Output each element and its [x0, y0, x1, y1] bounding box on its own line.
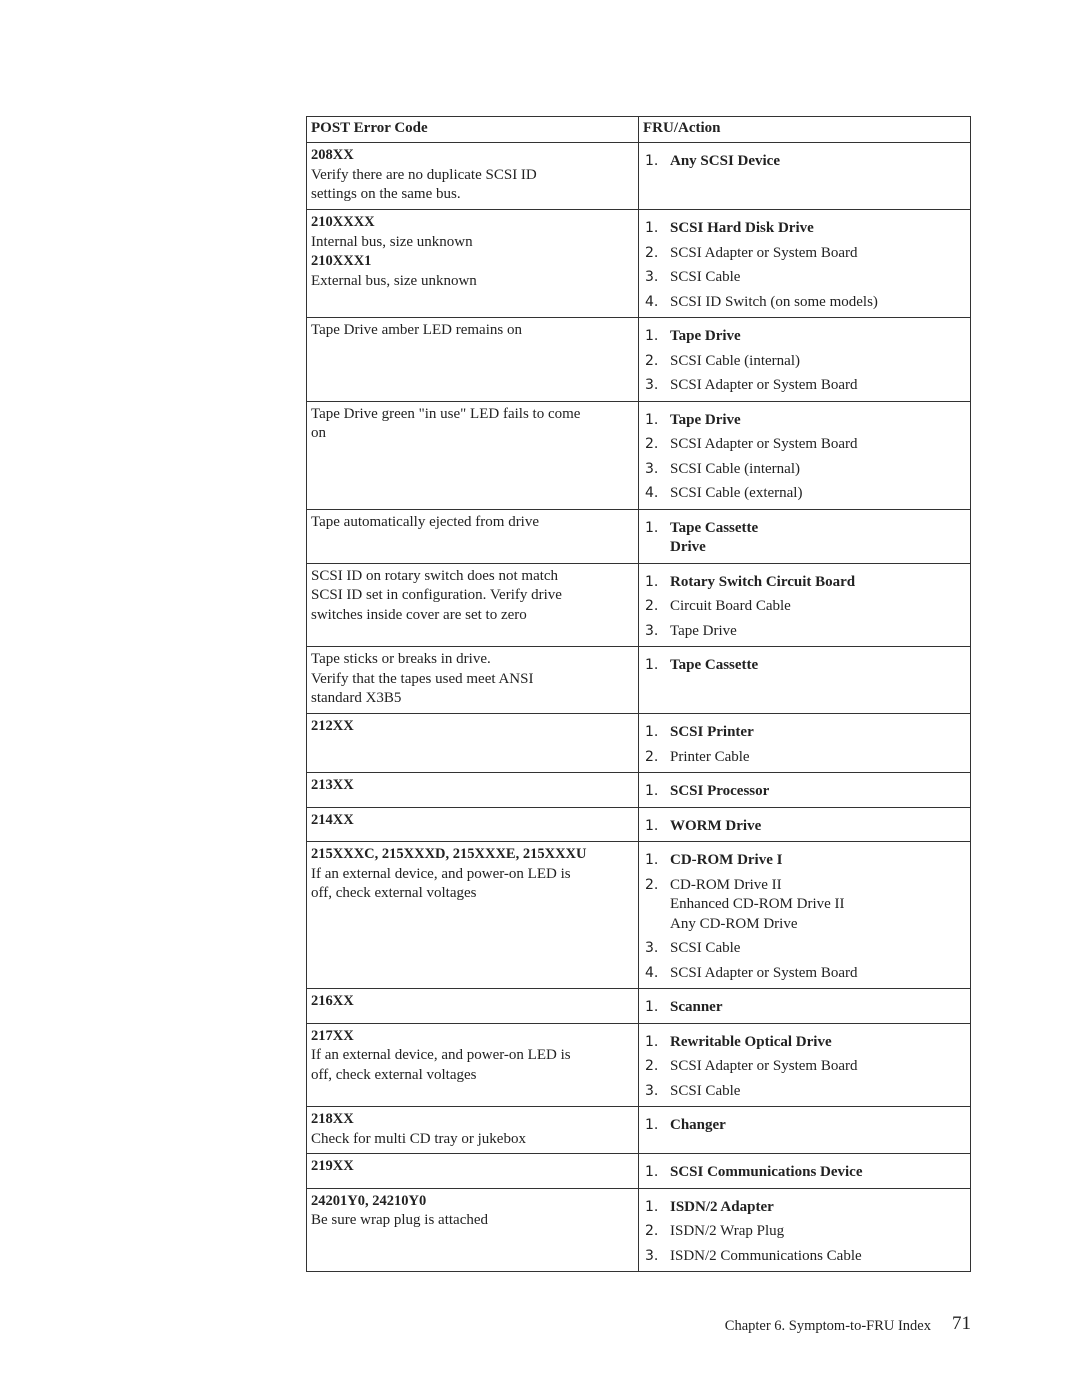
fru-item-lines — [670, 1033, 832, 1053]
post-error-cell — [307, 989, 639, 1023]
fru-item-lines — [670, 244, 858, 264]
fru-item-text: ISDN/2 Wrap Plug — [670, 1223, 785, 1239]
fru-action-cell — [639, 210, 970, 317]
fru-item-text: SCSI Cable — [670, 940, 741, 956]
fru-item-lines — [670, 1057, 858, 1077]
fru-item-text: SCSI Adapter or System Board — [670, 244, 858, 261]
error-code: 24201Y0, 24210Y0 — [311, 1192, 427, 1209]
fru-item-text: Changer — [670, 1117, 726, 1133]
fru-item-lines — [670, 1082, 740, 1102]
fru-item-text: SCSI Adapter or System Board — [670, 436, 858, 452]
fru-action-cell — [639, 842, 970, 988]
error-description: Be sure wrap plug is attached — [311, 1212, 489, 1228]
fru-list-item — [643, 817, 966, 837]
item-number: 3. — [645, 377, 659, 393]
item-number: 2. — [645, 244, 659, 261]
error-description: Verify there are no duplicate SCSI ID — [311, 166, 537, 183]
fru-item-lines — [670, 656, 758, 676]
fru-item-lines — [670, 851, 782, 871]
post-error-cell — [307, 647, 639, 713]
fru-item-text: SCSI Adapter or System Board — [670, 1058, 858, 1074]
error-description: If an external device, and power-on LED is — [311, 865, 571, 882]
fru-item-lines — [670, 876, 845, 935]
fru-list-item — [643, 1247, 966, 1267]
fru-item-text: Tape Cassette — [670, 657, 759, 673]
table-row — [307, 1023, 970, 1107]
fru-action-cell — [639, 1189, 970, 1272]
fru-item-lines — [670, 152, 780, 172]
error-description: on — [311, 425, 326, 441]
fru-list-item — [643, 268, 966, 288]
post-error-cell — [307, 402, 639, 509]
item-number: 1. — [645, 220, 659, 236]
fru-item-lines — [670, 723, 754, 743]
fru-item-lines — [670, 1222, 784, 1242]
post-error-cell — [307, 1024, 639, 1107]
fru-action-cell — [639, 1107, 970, 1153]
fru-list-item — [643, 219, 966, 239]
table-row — [307, 1106, 970, 1153]
fru-item-lines — [670, 435, 858, 455]
item-number: 3. — [645, 622, 659, 639]
fru-list-item — [643, 1198, 966, 1218]
table-row — [307, 772, 970, 807]
fru-list-item — [643, 723, 966, 743]
fru-item-lines — [670, 748, 750, 768]
fru-item-lines — [670, 939, 740, 959]
item-number: 3. — [645, 1082, 659, 1099]
fru-item-lines — [670, 219, 814, 239]
fru-item-text: SCSI ID Switch (on some models) — [670, 293, 878, 310]
fru-list-item — [643, 573, 966, 593]
fru-list-item — [643, 376, 966, 396]
item-number: 4. — [645, 485, 659, 501]
item-number: 2. — [645, 748, 659, 765]
item-number: 2. — [645, 352, 659, 369]
fru-action-cell — [639, 773, 970, 807]
item-number: 2. — [645, 1058, 659, 1074]
fru-item-text: WORM Drive — [670, 817, 762, 834]
fru-item-lines — [670, 352, 800, 372]
item-number: 1. — [645, 783, 659, 799]
table-row — [307, 317, 970, 401]
post-error-cell — [307, 773, 639, 807]
fru-item-text: SCSI Hard Disk Drive — [670, 220, 814, 236]
table-row — [307, 509, 970, 563]
item-number: 1. — [645, 1198, 659, 1215]
fru-item-lines — [670, 411, 741, 431]
fru-item-text: SCSI Processor — [670, 783, 770, 799]
fru-list-item — [643, 152, 966, 172]
error-code: 216XX — [311, 993, 354, 1009]
fru-item-text: Printer Cable — [670, 748, 750, 765]
post-error-cell — [307, 1189, 639, 1272]
symptom-fru-table — [306, 116, 971, 1272]
item-number: 1. — [645, 724, 659, 740]
fru-item-lines — [670, 1247, 862, 1267]
item-number: 3. — [645, 940, 659, 956]
item-number: 1. — [645, 852, 659, 868]
fru-list-item — [643, 1116, 966, 1136]
fru-list-item — [643, 460, 966, 480]
fru-list-item — [643, 1082, 966, 1102]
fru-item-text: ISDN/2 Adapter — [670, 1198, 774, 1215]
item-number: 4. — [645, 964, 659, 981]
error-code: 208XX — [311, 147, 354, 163]
error-description: Check for multi CD tray or jukebox — [311, 1130, 526, 1147]
item-number: 1. — [645, 1164, 659, 1180]
fru-action-cell — [639, 647, 970, 713]
fru-item-text: SCSI Cable (internal) — [670, 460, 800, 477]
fru-item-lines — [670, 376, 858, 396]
post-error-cell — [307, 842, 639, 988]
item-number: 1. — [645, 153, 659, 169]
item-number: 3. — [645, 460, 659, 477]
fru-list-item — [643, 782, 966, 802]
fru-list-item — [643, 876, 966, 935]
fru-item-text: Tape Drive — [670, 622, 737, 639]
fru-action-cell — [639, 1024, 970, 1107]
table-row — [307, 209, 970, 317]
fru-item-lines — [670, 998, 723, 1018]
post-error-cell — [307, 564, 639, 647]
fru-item-lines — [670, 1198, 774, 1218]
error-code: 210XXX1 — [311, 253, 372, 269]
item-number: 4. — [645, 293, 659, 310]
fru-list-item — [643, 411, 966, 431]
fru-item-text: Tape Drive — [670, 328, 741, 344]
fru-item-lines — [670, 782, 769, 802]
fru-list-item — [643, 327, 966, 347]
fru-list-item — [643, 851, 966, 871]
error-description: External bus, size unknown — [311, 272, 477, 289]
fru-list-item — [643, 519, 966, 558]
fru-item-text: SCSI Communications Device — [670, 1164, 863, 1180]
fru-item-text: Any SCSI Device — [670, 153, 781, 169]
fru-item-lines — [670, 327, 741, 347]
fru-item-text: SCSI Adapter or System Board — [670, 377, 858, 393]
fru-item-lines — [670, 519, 758, 558]
error-code: 213XX — [311, 777, 354, 793]
fru-list-item — [643, 656, 966, 676]
item-number: 1. — [645, 573, 659, 590]
fru-item-text: SCSI Cable — [670, 269, 741, 285]
fru-item-text: Tape Cassette — [670, 519, 759, 536]
table-row — [307, 713, 970, 772]
fru-item-text: Circuit Board Cable — [670, 598, 791, 614]
fru-item-text: SCSI Cable (internal) — [670, 352, 800, 369]
fru-action-cell — [639, 143, 970, 209]
table-row — [307, 988, 970, 1023]
post-error-cell — [307, 143, 639, 209]
fru-item-lines — [670, 460, 800, 480]
error-description: Internal bus, size unknown — [311, 233, 473, 250]
post-error-cell — [307, 808, 639, 842]
fru-item-text: ISDN/2 Communications Cable — [670, 1247, 862, 1264]
table-row — [307, 807, 970, 842]
item-number: 1. — [645, 657, 659, 673]
fru-action-cell — [639, 318, 970, 401]
error-description: Tape automatically ejected from drive — [311, 513, 540, 530]
fru-list-item — [643, 244, 966, 264]
fru-item-lines — [670, 964, 858, 984]
fru-item-text: SCSI Printer — [670, 724, 754, 740]
fru-list-item — [643, 352, 966, 372]
error-code: 218XX — [311, 1111, 354, 1127]
fru-item-text: Any CD-ROM Drive — [670, 915, 798, 932]
item-number: 2. — [645, 876, 659, 893]
fru-item-lines — [670, 573, 855, 593]
post-error-cell — [307, 318, 639, 401]
fru-item-text: Scanner — [670, 999, 723, 1015]
error-description: Verify that the tapes used meet ANSI — [311, 670, 534, 687]
item-number: 1. — [645, 999, 659, 1015]
error-code: 215XXXC, 215XXXD, 215XXXE, 215XXXU — [311, 846, 587, 862]
table-row — [307, 401, 970, 509]
fru-list-item — [643, 998, 966, 1018]
item-number: 1. — [645, 817, 659, 834]
chapter-footer: Chapter 6. Symptom-to-FRU Index — [724, 1318, 931, 1334]
fru-list-item — [643, 1222, 966, 1242]
fru-item-text: SCSI Cable (external) — [670, 485, 803, 501]
fru-list-item — [643, 597, 966, 617]
header-post-error-code: POST Error Code — [307, 117, 639, 142]
error-description: SCSI ID on rotary switch does not match — [311, 567, 559, 584]
post-error-cell — [307, 714, 639, 772]
item-number: 1. — [645, 328, 659, 344]
fru-list-item — [643, 1163, 966, 1183]
table-row — [307, 1153, 970, 1188]
error-code: 219XX — [311, 1158, 354, 1174]
error-description: SCSI ID set in configuration. Verify drive — [311, 587, 562, 603]
error-description: switches inside cover are set to zero — [311, 606, 527, 623]
fru-action-cell — [639, 989, 970, 1023]
item-number: 2. — [645, 436, 659, 452]
fru-item-lines — [670, 1116, 726, 1136]
fru-item-lines — [670, 484, 802, 504]
fru-item-text: Rotary Switch Circuit Board — [670, 573, 856, 590]
fru-action-cell — [639, 714, 970, 772]
error-description: off, check external voltages — [311, 885, 477, 901]
fru-item-text: Tape Drive — [670, 411, 741, 428]
error-description: If an external device, and power-on LED is — [311, 1047, 571, 1063]
item-number: 2. — [645, 1223, 659, 1239]
item-number: 1. — [645, 1033, 659, 1050]
fru-action-cell — [639, 510, 970, 563]
fru-item-text: Drive — [670, 539, 706, 555]
page-number: 71 — [952, 1313, 971, 1334]
table-row — [307, 142, 970, 209]
item-number: 3. — [645, 1247, 659, 1264]
item-number: 2. — [645, 598, 659, 614]
post-error-cell — [307, 510, 639, 563]
fru-item-lines — [670, 597, 791, 617]
fru-list-item — [643, 939, 966, 959]
error-code: 212XX — [311, 718, 354, 734]
post-error-cell — [307, 210, 639, 317]
error-description: standard X3B5 — [311, 690, 402, 706]
error-description: settings on the same bus. — [311, 186, 461, 202]
item-number: 1. — [645, 519, 659, 536]
error-description: Tape sticks or breaks in drive. — [311, 651, 491, 667]
fru-item-text: SCSI Adapter or System Board — [670, 964, 858, 981]
fru-list-item — [643, 1033, 966, 1053]
fru-list-item — [643, 964, 966, 984]
table-row — [307, 563, 970, 647]
post-error-cell — [307, 1154, 639, 1188]
fru-list-item — [643, 748, 966, 768]
table-row — [307, 1188, 970, 1272]
item-number: 1. — [645, 411, 659, 428]
error-code: 214XX — [311, 811, 354, 828]
table-row — [307, 841, 970, 988]
header-fru-action: FRU/Action — [643, 120, 721, 136]
fru-action-cell — [639, 564, 970, 647]
table-header-row — [307, 117, 970, 142]
fru-item-text: CD-ROM Drive II — [670, 876, 782, 893]
error-code: 210XXXX — [311, 214, 375, 230]
fru-item-text: SCSI Cable — [670, 1082, 741, 1099]
fru-list-item — [643, 622, 966, 642]
table-row — [307, 646, 970, 713]
fru-list-item — [643, 1057, 966, 1077]
error-description: Tape Drive green "in use" LED fails to come — [311, 405, 581, 422]
item-number: 1. — [645, 1117, 659, 1133]
post-error-cell — [307, 1107, 639, 1153]
fru-item-lines — [670, 622, 737, 642]
fru-action-cell — [639, 1154, 970, 1188]
fru-item-text: CD-ROM Drive I — [670, 852, 783, 868]
fru-action-cell — [639, 808, 970, 842]
fru-item-lines — [670, 817, 761, 837]
fru-item-text: Rewritable Optical Drive — [670, 1033, 832, 1050]
error-description: off, check external voltages — [311, 1066, 477, 1083]
item-number: 3. — [645, 269, 659, 285]
fru-list-item — [643, 484, 966, 504]
fru-list-item — [643, 435, 966, 455]
error-code: 217XX — [311, 1027, 354, 1044]
fru-item-lines — [670, 268, 740, 288]
fru-item-lines — [670, 293, 878, 313]
fru-item-lines — [670, 1163, 863, 1183]
fru-item-text: Enhanced CD-ROM Drive II — [670, 896, 845, 912]
error-description: Tape Drive amber LED remains on — [311, 322, 522, 338]
fru-action-cell — [639, 402, 970, 509]
fru-list-item — [643, 293, 966, 313]
